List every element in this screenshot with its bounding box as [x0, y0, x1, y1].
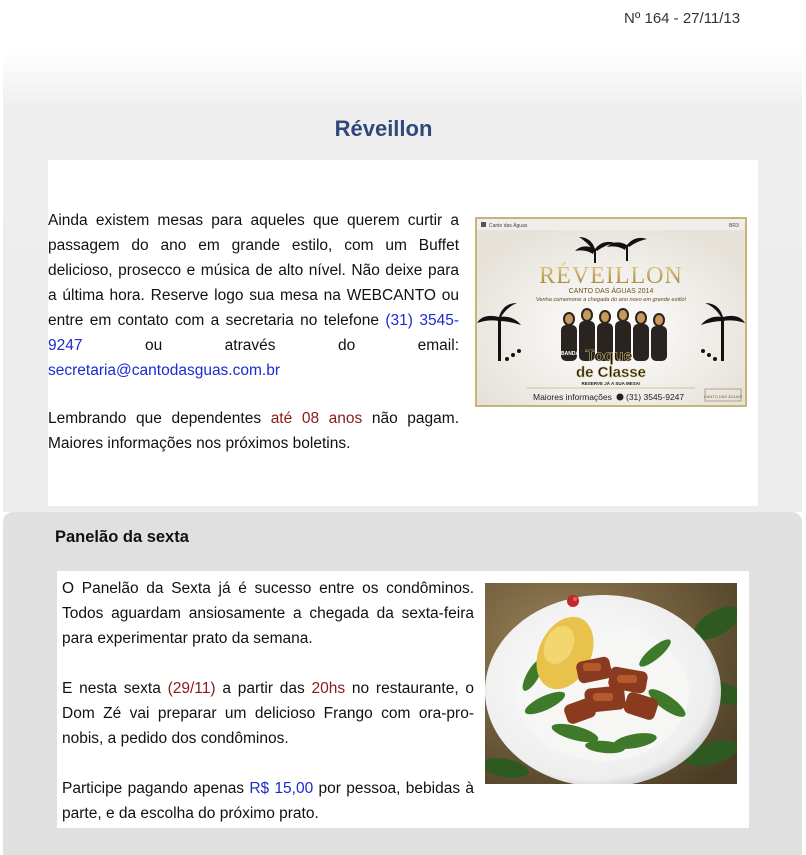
panelao-p2-c: no restaurante, o Dom Zé vai preparar um delicioso Frango com ora-pro-nobis, a pedido dos condôminos. — [62, 680, 475, 747]
reveillon-paragraph-1 — [48, 208, 459, 383]
poster-subtitle: CANTO DAS ÁGUAS 2014 — [568, 288, 654, 295]
panelao-paragraph-1: O Panelão da Sexta já é sucesso entre os condôminos. Todos aguardam ansiosamente a chegada da sexta-feira para experimentar prato da semana. — [62, 580, 474, 647]
panelao-p2-a: E nesta sexta — [62, 680, 161, 697]
poster-band-label: BANDA — [561, 351, 580, 357]
issue-number: Nº 164 - 27/11/13 — [624, 10, 741, 27]
panelao-text — [62, 576, 474, 826]
reveillon-intro-text: Ainda existem mesas para aqueles que querem curtir a passagem do ano em grande estilo, com um Buffet delicioso, prosecco e música de alto nível. Não deixe para a última hora. Reserve logo sua mesa na WEBCANTO ou entre em contato com a secretaria no telefone — [48, 212, 459, 329]
panelao-price: R$ 15,00 — [249, 780, 314, 797]
reveillon-mid-text: ou através do email: — [144, 337, 459, 354]
panelao-time: 20hs — [311, 680, 346, 697]
poster-corner-label: BR3 — [729, 223, 739, 229]
panelao-card — [57, 571, 749, 828]
poster-info: Maiores informações — [533, 392, 612, 402]
poster-brand-top: Canto das Águas — [489, 223, 528, 229]
food-dish-image — [485, 583, 737, 784]
poster-title: RÉVEILLON — [539, 263, 683, 289]
reveillon-card — [48, 160, 758, 506]
phone-link[interactable]: (31) 3545-9247 — [48, 312, 459, 354]
poster-phone: (31) 3545-9247 — [626, 392, 685, 402]
reveillon-paragraph-2 — [48, 406, 459, 456]
poster-reserve: RESERVE JÁ A SUA MESA! — [581, 381, 641, 386]
panelao-title: Panelão da sexta — [55, 528, 189, 546]
poster-logo: CANTO DAS ÁGUAS — [703, 394, 743, 399]
poster-tagline: Venha comemorar a chegada do ano novo em grande estilo! — [535, 297, 687, 303]
panelao-p3-a: Participe pagando apenas — [62, 780, 245, 797]
panelao-date: (29/11) — [167, 680, 216, 697]
reveillon-title: Réveillon — [334, 116, 433, 141]
panelao-p2-b: a partir das — [222, 680, 305, 697]
age-highlight: até 08 anos — [270, 410, 363, 427]
email-link[interactable]: secretaria@cantodasguas.com.br — [48, 362, 280, 379]
panelao-p3-b: por pessoa, bebidas à parte, e da escolha do próximo prato. — [62, 780, 474, 822]
poster-band-name-2: de Classe — [575, 364, 647, 381]
poster-band-name-1: Toque — [585, 348, 633, 365]
panelao-paragraph-3 — [62, 776, 474, 826]
panelao-paragraph-2 — [62, 676, 474, 751]
reveillon-p2-pre: Lembrando que dependentes — [48, 410, 262, 427]
reveillon-p2-post: não pagam. Maiores informações nos próximos boletins. — [48, 410, 460, 452]
reveillon-poster-image — [475, 217, 747, 407]
